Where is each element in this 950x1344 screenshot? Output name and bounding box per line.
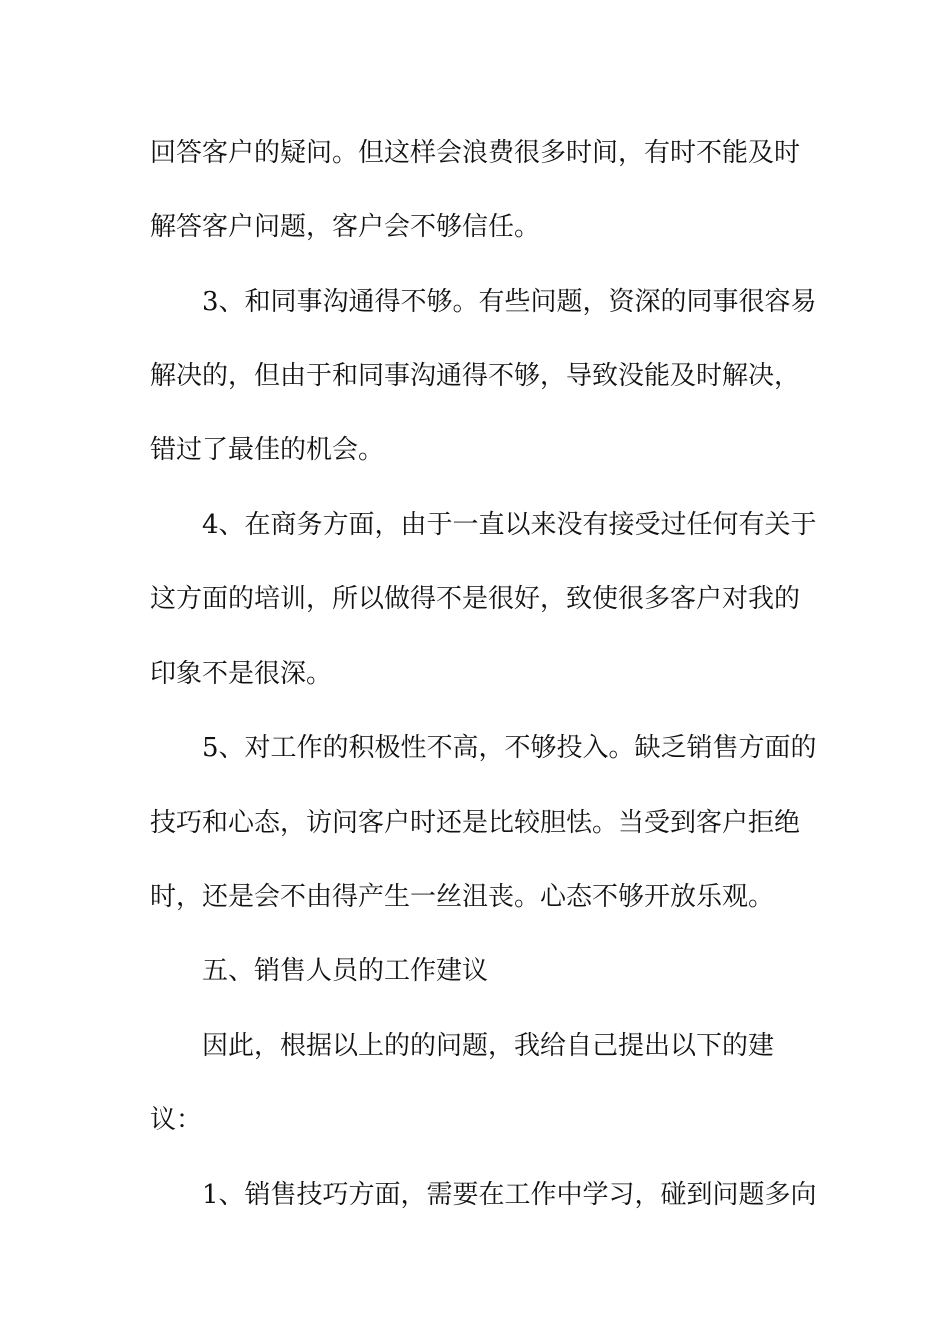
paragraph-line: 议： xyxy=(150,1105,203,1135)
paragraph-line: 技巧和心态，访问客户时还是比较胆怯。当受到客户拒绝 xyxy=(150,808,801,838)
paragraph-line: 这方面的培训，所以做得不是很好，致使很多客户对我的 xyxy=(150,584,801,614)
paragraph-line: 时，还是会不由得产生一丝沮丧。心态不够开放乐观。 xyxy=(150,882,775,912)
paragraph-line: 错过了最佳的机会。 xyxy=(150,435,385,465)
paragraph-line: 因此，根据以上的的问题，我给自己提出以下的建 xyxy=(202,1031,775,1061)
paragraph-line: 印象不是很深。 xyxy=(150,659,333,689)
paragraph-line: 回答客户的疑问。但这样会浪费很多时间，有时不能及时 xyxy=(150,138,801,168)
paragraph-line: 解决的，但由于和同事沟通得不够，导致没能及时解决， xyxy=(150,361,801,391)
list-item-3-line: 3、和同事沟通得不够。有些问题，资深的同事很容易 xyxy=(202,287,817,317)
list-item-1-line: 1、销售技巧方面，需要在工作中学习，碰到问题多向 xyxy=(202,1180,817,1210)
list-item-5-line: 5、对工作的积极性不高，不够投入。缺乏销售方面的 xyxy=(202,733,817,763)
list-item-4-line: 4、在商务方面，由于一直以来没有接受过任何有关于 xyxy=(202,510,817,540)
paragraph-line: 解答客户问题，客户会不够信任。 xyxy=(150,212,541,242)
section-heading: 五、销售人员的工作建议 xyxy=(202,956,489,986)
